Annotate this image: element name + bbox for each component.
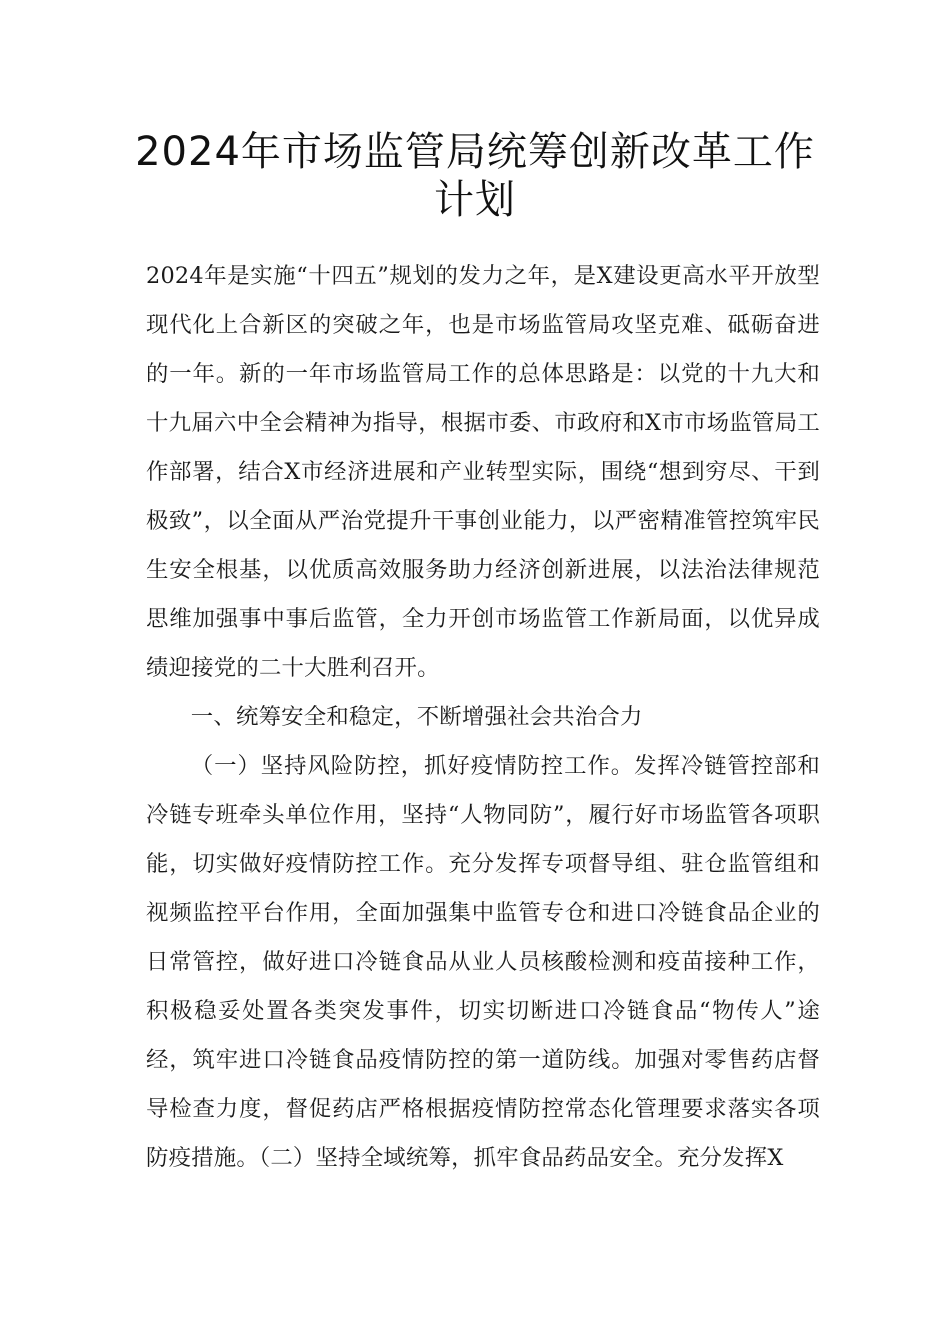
document-body: [146, 252, 820, 1183]
document-title: 2024年市场监管局统筹创新改革工作计划: [135, 129, 815, 223]
section-heading: 一、统筹安全和稳定，不断增强社会共治合力: [190, 704, 643, 730]
section-paragraph: （一）坚持风险防控，抓好疫情防控工作。发挥冷链管控部和冷链专班牵头单位作用，坚持“人物同防”，履行好市场监管各项职能，切实做好疫情防控工作。充分发挥专项督导组、驻仓监管组和视频监控平台作用，全面加强集中监管专仓和进口冷链食品企业的日常管控，做好进口冷链食品从业人员核酸检测和疫苗接种工作，积极稳妥处置各类突发事件，切实切断进口冷链食品“物传人”途经，筑牢进口冷链食品疫情防控的第一道防线。加强对零售药店督导检查力度，督促药店严格根据疫情防控常态化管理要求落实各项防疫措施。（二）坚持全域统筹，抓牢食品药品安全。充分发挥X: [146, 753, 820, 1171]
intro-paragraph: 2024年是实施“十四五”规划的发力之年，是X建设更高水平开放型现代化上合新区的突破之年，也是市场监管局攻坚克难、砥砺奋进的一年。新的一年市场监管局工作的总体思路是：以党的十九大和十九届六中全会精神为指导，根据市委、市政府和X市市场监管局工作部署，结合X市经济进展和产业转型实际，围绕“想到穷尽、干到极致”，以全面从严治党提升干事创业能力，以严密精准管控筑牢民生安全根基，以优质高效服务助力经济创新进展，以法治法律规范思维加强事中事后监管，全力开创市场监管工作新局面，以优异成绩迎接党的二十大胜利召开。: [146, 263, 820, 681]
